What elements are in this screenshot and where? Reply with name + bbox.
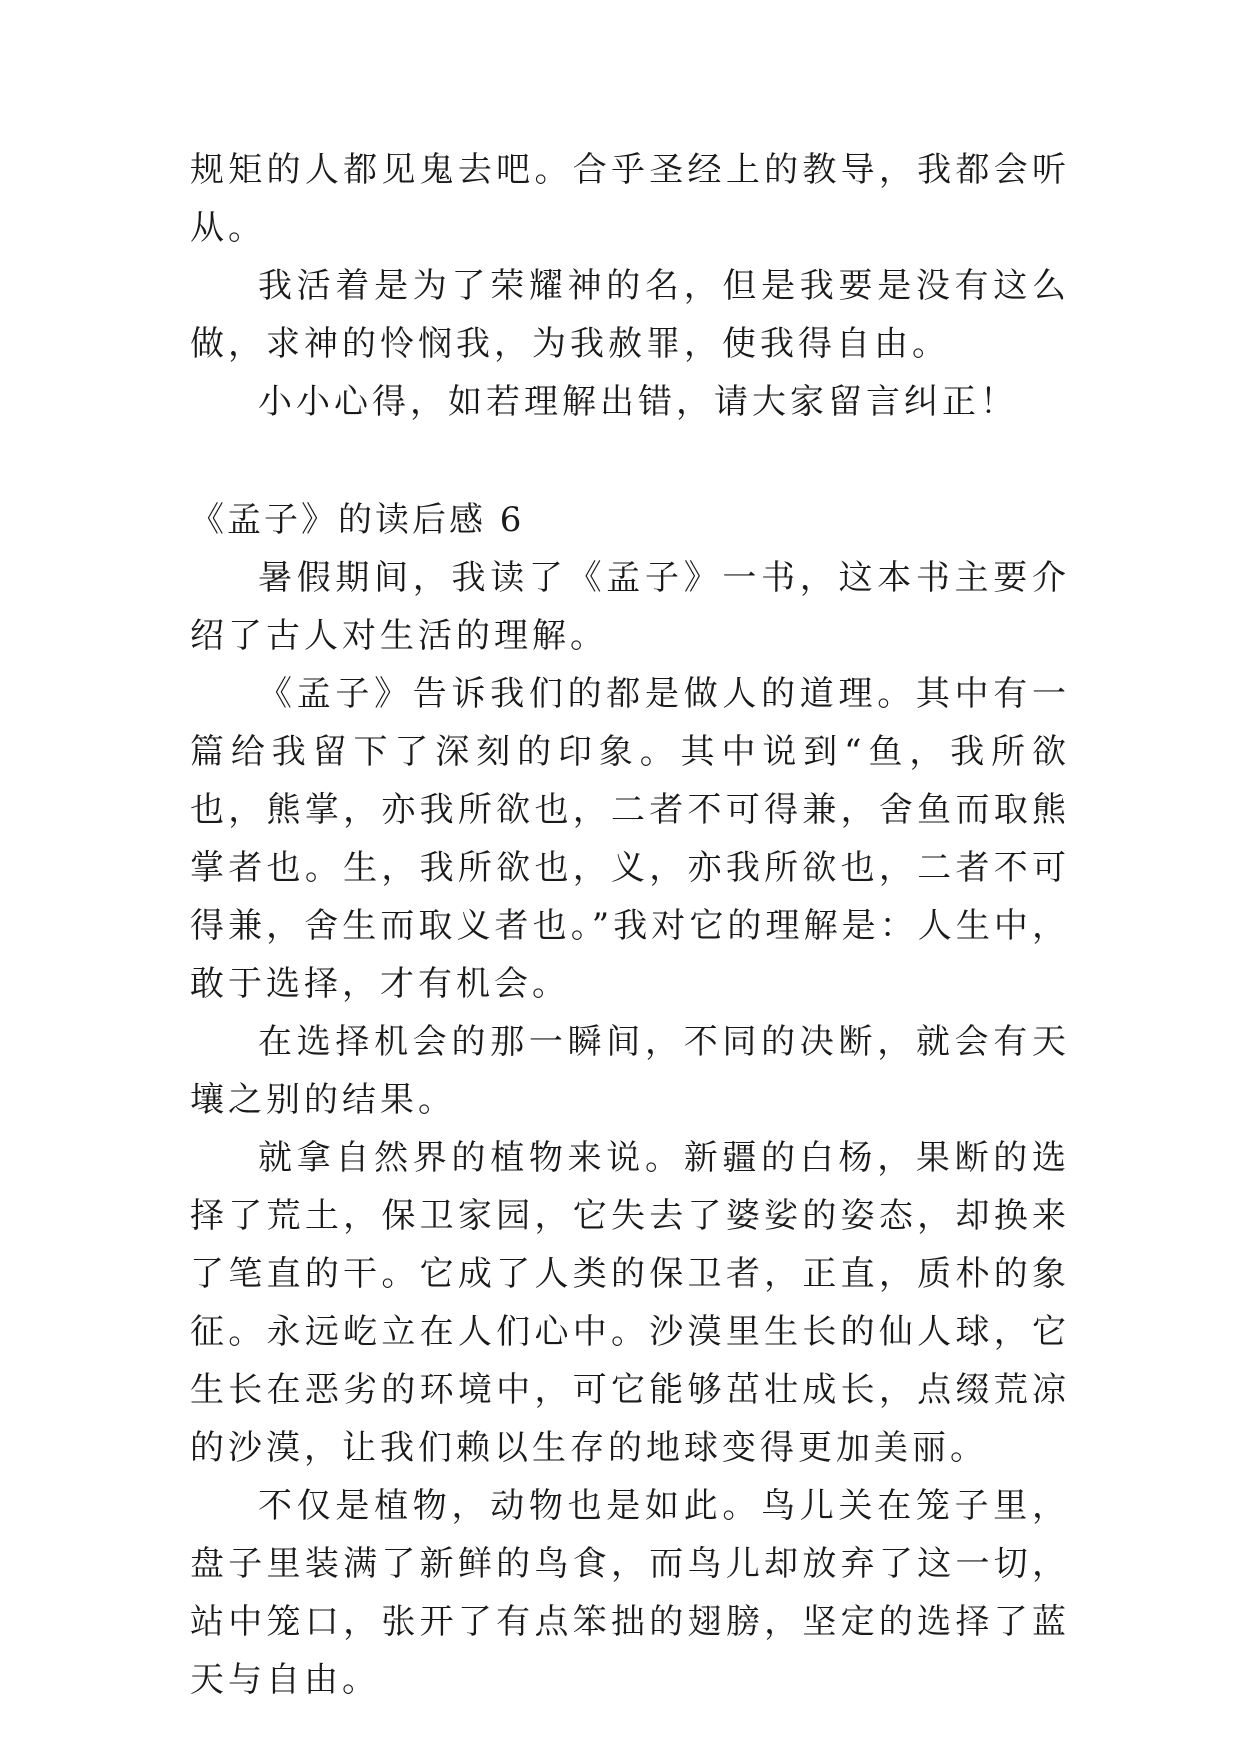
section-gap xyxy=(190,431,1070,491)
paragraph: 《孟子》告诉我们的都是做人的道理。其中有一篇给我留下了深刻的印象。其中说到“鱼，我所欲也，熊掌，亦我所欲也，二者不可得兼，舍鱼而取熊掌者也。生，我所欲也，义，亦我所欲也，二者不可得兼，舍生而取义者也。”我对它的理解是：人生中，敢于选择，才有机会。 xyxy=(190,674,1070,1004)
paragraph: 我活着是为了荣耀神的名，但是我要是没有这么做，求神的怜悯我，为我赦罪，使我得自由。 xyxy=(190,266,1070,364)
paragraph: 就拿自然界的植物来说。新疆的白杨，果断的选择了荒土，保卫家园，它失去了婆娑的姿态，却换来了笔直的干。它成了人类的保卫者，正直，质朴的象征。永远屹立在人们心中。沙漠里生长的仙人球，它生长在恶劣的环境中，可它能够茁壮成长，点缀荒凉的沙漠，让我们赖以生存的地球变得更加美丽。 xyxy=(190,1138,1070,1468)
document-body xyxy=(190,141,1070,1709)
paragraph: 不仅是植物，动物也是如此。鸟儿关在笼子里，盘子里装满了新鲜的鸟食，而鸟儿却放弃了这一切，站中笼口，张开了有点笨拙的翅膀，坚定的选择了蓝天与自由。 xyxy=(190,1486,1070,1700)
paragraph: 在选择机会的那一瞬间，不同的决断，就会有天壤之别的结果。 xyxy=(190,1022,1070,1120)
paragraph: 小小心得，如若理解出错，请大家留言纠正！ xyxy=(258,382,1018,422)
section-title: 《孟子》的读后感 6 xyxy=(190,500,525,540)
paragraph-continuation: 规矩的人都见鬼去吧。合乎圣经上的教导，我都会听从。 xyxy=(190,150,1070,248)
paragraph: 暑假期间，我读了《孟子》一书，这本书主要介绍了古人对生活的理解。 xyxy=(190,558,1070,656)
